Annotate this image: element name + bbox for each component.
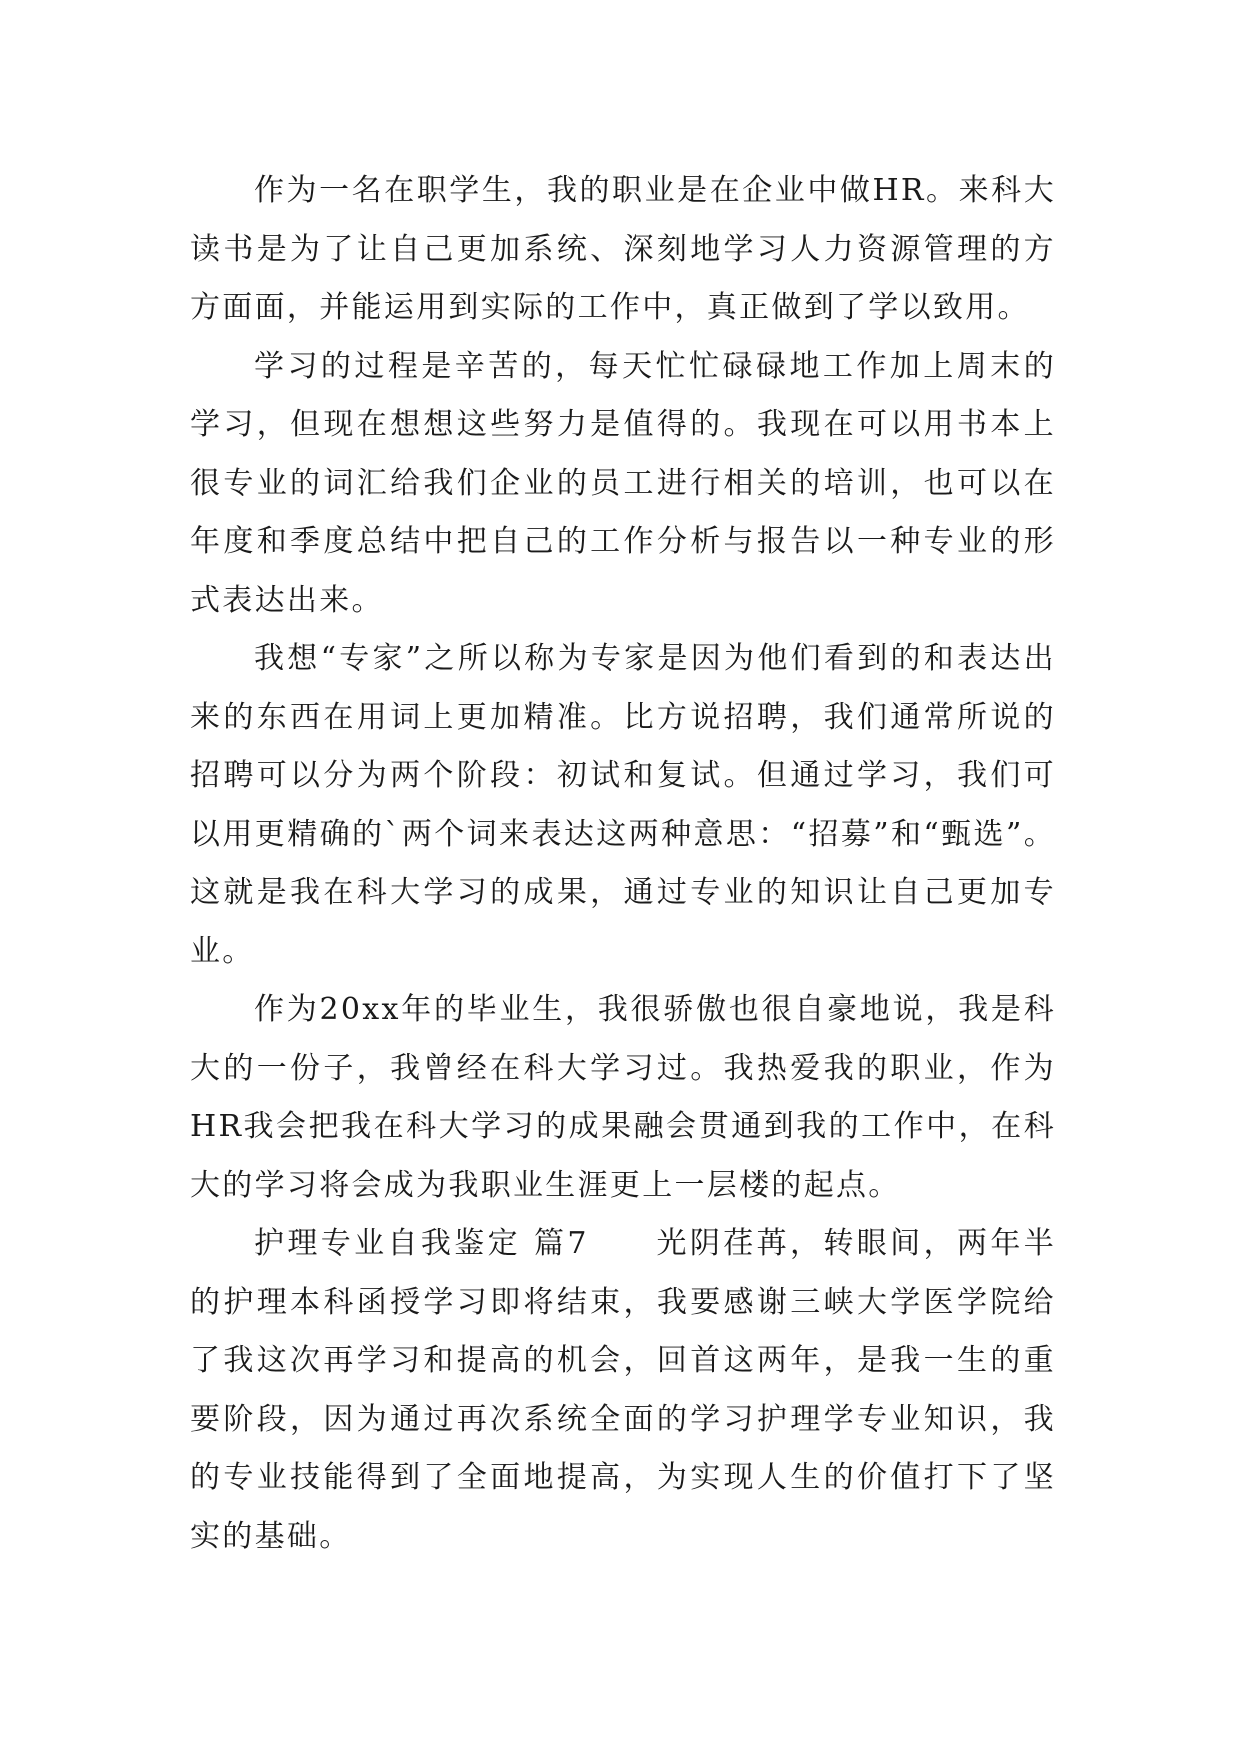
- paragraph-5: 护理专业自我鉴定 篇7 光阴荏苒，转眼间，两年半的护理本科函授学习即将结束，我要感谢三峡大学医学院给了我这次再学习和提高的机会，回首这两年，是我一生的重要阶段，因为通过再次系统全面的学习护理学专业知识，我的专业技能得到了全面地提高，为实现人生的价值打下了坚实的基础。: [190, 1226, 1056, 1554]
- paragraph-4: 作为20xx年的毕业生，我很骄傲也很自豪地说，我是科大的一份子，我曾经在科大学习过。我热爱我的职业，作为HR我会把我在科大学习的成果融会贯通到我的工作中，在科大的学习将会成为我职业生涯更上一层楼的起点。: [190, 992, 1056, 1203]
- paragraph-2: 学习的过程是辛苦的，每天忙忙碌碌地工作加上周末的学习，但现在想想这些努力是值得的。我现在可以用书本上很专业的词汇给我们企业的员工进行相关的培训，也可以在年度和季度总结中把自己的工作分析与报告以一种专业的形式表达出来。: [190, 348, 1056, 618]
- document-body: [190, 162, 1056, 1566]
- paragraph-3: 我想“专家”之所以称为专家是因为他们看到的和表达出来的东西在用词上更加精准。比方说招聘，我们通常所说的招聘可以分为两个阶段：初试和复试。但通过学习，我们可以用更精确的`两个词来表达这两种意思：“招募”和“甄选”。这就是我在科大学习的成果，通过专业的知识让自己更加专业。: [190, 641, 1056, 969]
- paragraph-1: 作为一名在职学生，我的职业是在企业中做HR。来科大读书是为了让自己更加系统、深刻地学习人力资源管理的方方面面，并能运用到实际的工作中，真正做到了学以致用。: [190, 173, 1056, 325]
